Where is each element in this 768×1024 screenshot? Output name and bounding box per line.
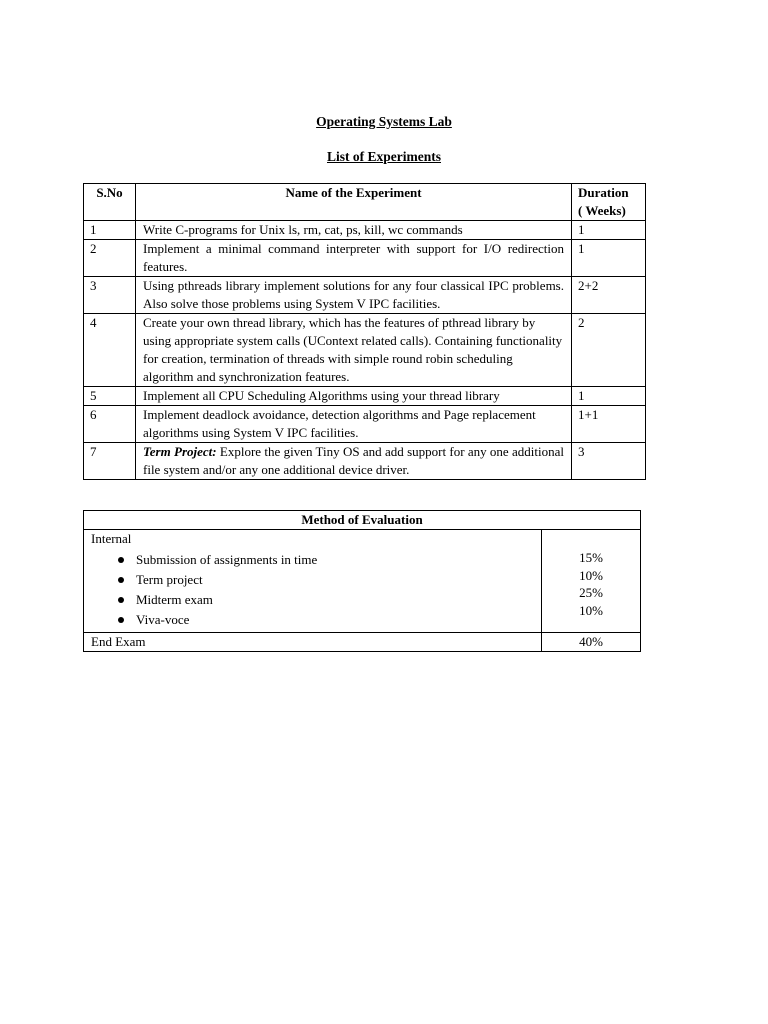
table-row [84,406,646,443]
sno-cell: 7 [84,443,136,480]
duration-header-line1: Duration [578,185,629,200]
internal-cell [84,530,542,633]
internal-items-list [91,550,534,630]
duration-column-header [572,184,646,221]
experiment-name-cell [136,443,572,480]
sno-cell: 5 [84,387,136,406]
experiments-list-title: List of Experiments [327,149,441,164]
bullet-icon [118,557,124,563]
bullet-icon [118,617,124,623]
internal-percent-cell [542,530,641,633]
percent-value: 25% [579,585,603,600]
end-exam-percent: 40% [542,633,641,652]
duration-cell: 1 [572,240,646,277]
table-row [84,221,646,240]
percent-value: 10% [579,602,603,618]
experiment-name-cell: Implement all CPU Scheduling Algorithms using your thread library [136,387,572,406]
list-item [91,570,534,590]
item-label: Viva-voce [136,612,190,627]
experiment-name-cell: Implement a minimal command interpreter with support for I/O redirection features. [136,240,572,277]
sno-cell: 2 [84,240,136,277]
table-row [84,387,646,406]
duration-cell: 1+1 [572,406,646,443]
evaluation-header-row [84,511,641,530]
list-item [91,550,534,570]
sno-column-header: S.No [84,184,136,221]
internal-row [84,530,641,633]
experiment-name-cell: Create your own thread library, which has the features of pthread library by using appropriate system calls (UContext related calls). Containing functionality for creation, termination of threads with simple round robin scheduling algorithm and synchronization features. [136,314,572,387]
internal-label: Internal [91,531,132,546]
evaluation-table [83,510,641,652]
end-exam-label: End Exam [84,633,542,652]
duration-header-line2: ( Weeks) [578,203,626,218]
term-project-label: Term Project: [143,444,217,459]
sno-cell: 6 [84,406,136,443]
end-exam-row [84,633,641,652]
evaluation-header: Method of Evaluation [84,511,641,530]
experiments-table [83,183,646,480]
duration-cell: 2 [572,314,646,387]
item-label: Midterm exam [136,592,213,607]
list-item [91,610,534,630]
experiment-name-cell: Write C-programs for Unix ls, rm, cat, ps, kill, wc commands [136,221,572,240]
percent-value: 10% [579,567,603,583]
sno-cell: 1 [84,221,136,240]
table-row [84,277,646,314]
sno-cell: 3 [84,277,136,314]
table-row [84,314,646,387]
duration-cell: 1 [572,221,646,240]
item-label: Term project [136,572,203,587]
document-title: Operating Systems Lab [316,114,452,129]
item-label: Submission of assignments in time [136,552,318,567]
experiment-name-cell: Using pthreads library implement solutions for any four classical IPC problems. Also solve those problems using System V IPC facilities. [136,277,572,314]
percent-value: 15% [579,550,603,565]
bullet-icon [118,597,124,603]
term-project-description: Explore the given Tiny OS and add support for any one additional file system and/or any one additional device driver. [143,444,565,477]
experiments-header-row [84,184,646,221]
table-row [84,240,646,277]
duration-cell: 2+2 [572,277,646,314]
duration-cell: 3 [572,443,646,480]
duration-cell: 1 [572,387,646,406]
bullet-icon [118,577,124,583]
sno-cell: 4 [84,314,136,387]
table-row [84,443,646,480]
experiment-name-cell: Implement deadlock avoidance, detection algorithms and Page replacement algorithms using System V IPC facilities. [136,406,572,443]
list-item [91,590,534,610]
experiment-name-column-header: Name of the Experiment [136,184,572,221]
